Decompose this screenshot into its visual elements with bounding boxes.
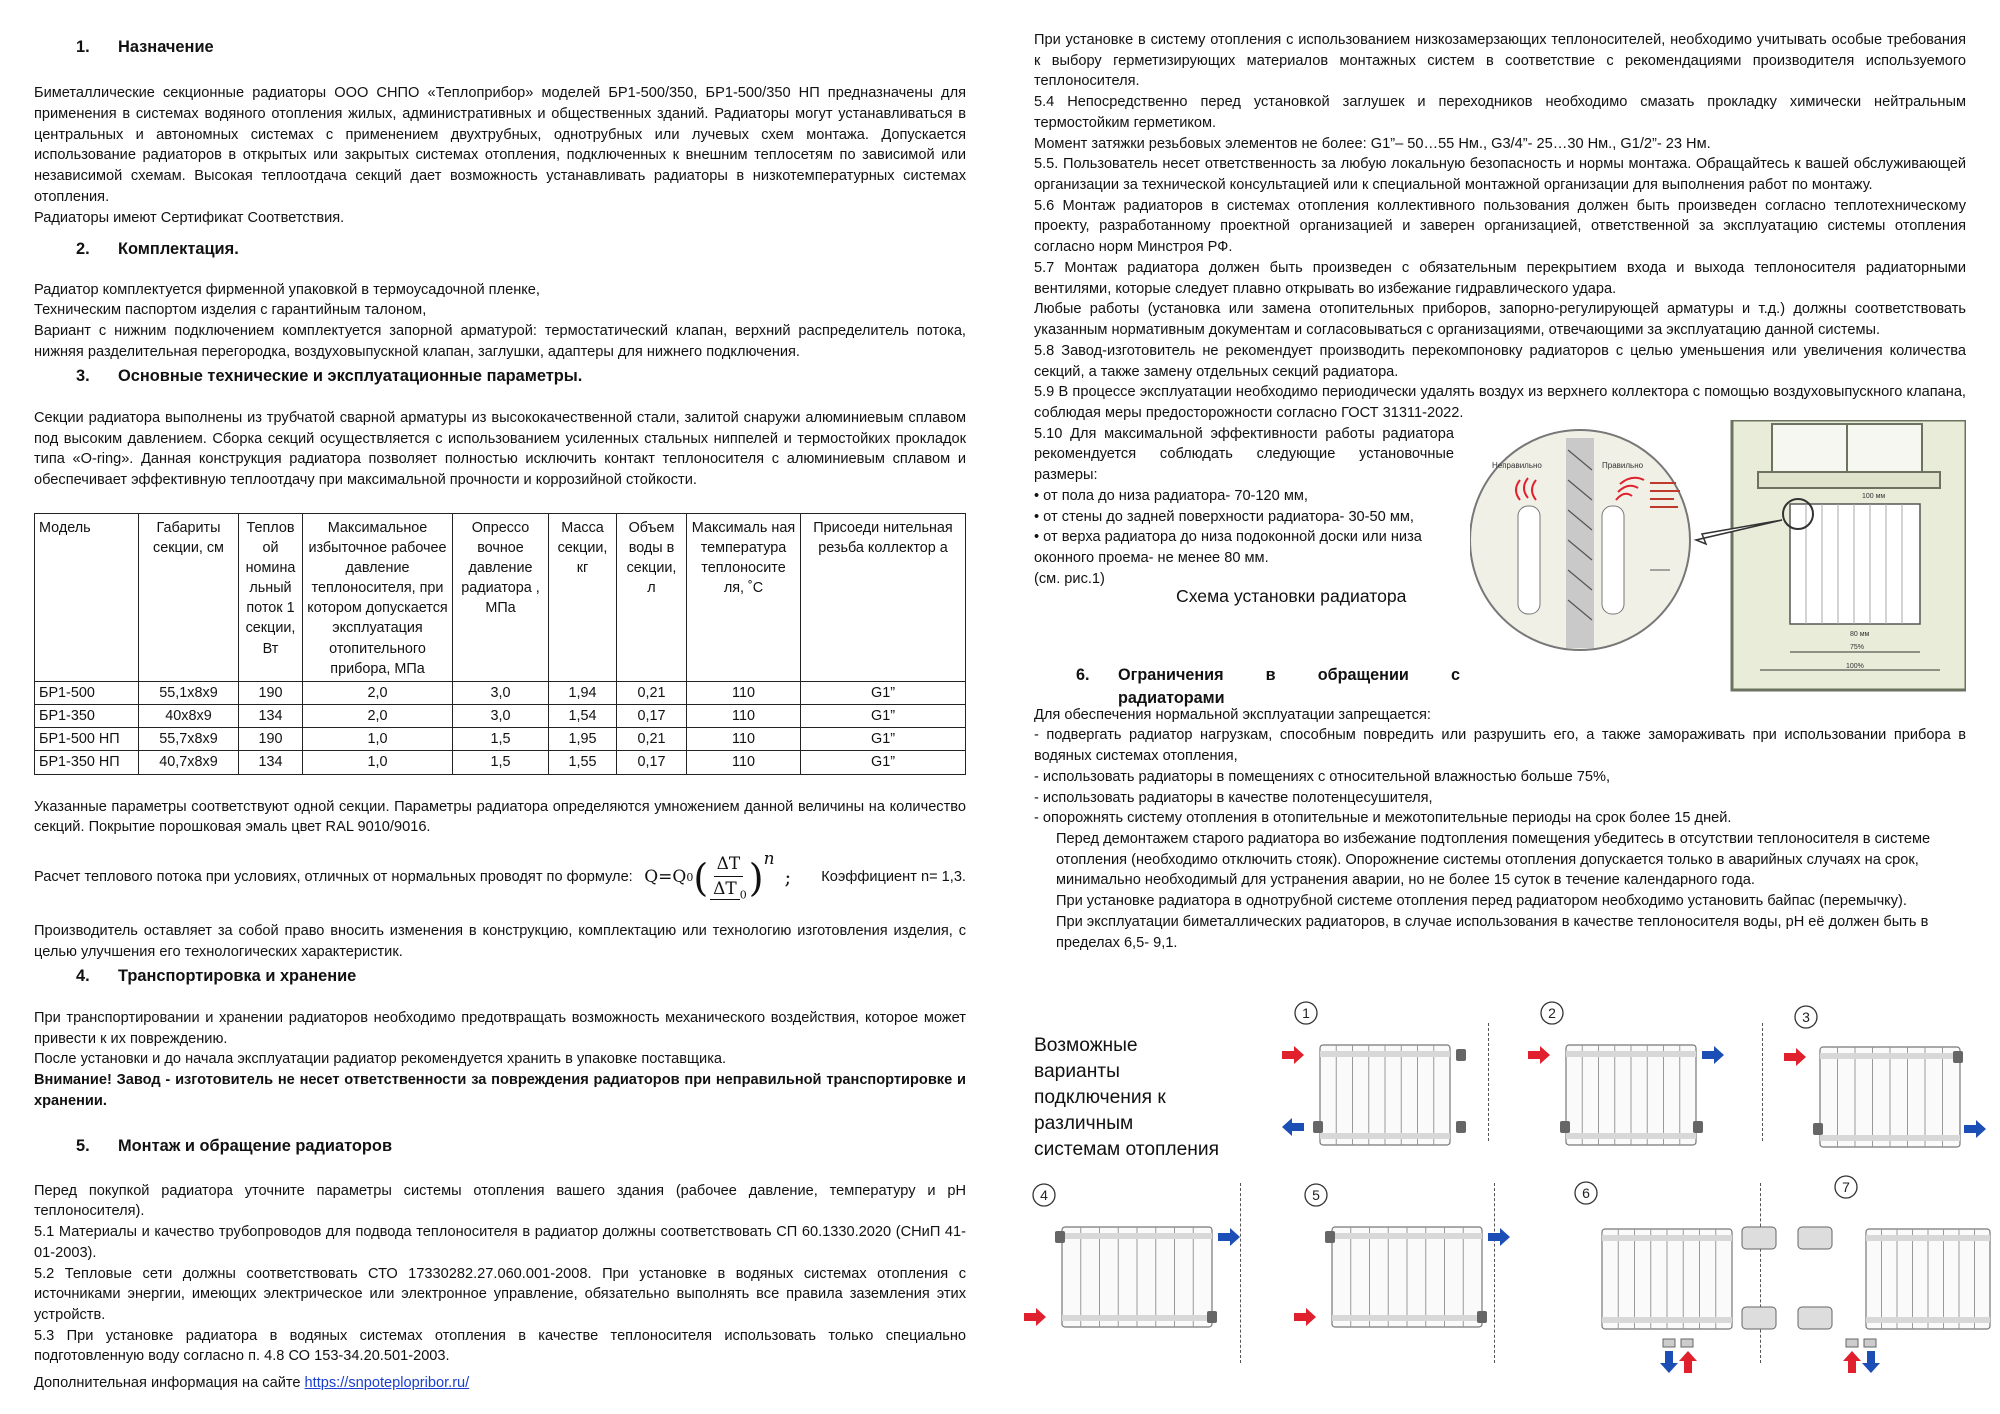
pipe-icon: [1681, 1339, 1693, 1347]
section-5-intro: Перед покупкой радиатора уточните параметры системы отопления вашего здания (рабочее давление, температуру и pH теплоносителя).: [34, 1182, 966, 1220]
col-header: Присоеди нительная резьба коллектор а: [801, 513, 966, 681]
table-cell: 134: [239, 751, 303, 774]
clause-5-3: 5.3 При установке радиатора в водяных системах отопления в качестве теплоносителя использовать только специально подготовленную воду согласно п. 4.8 СО 153-34.20.501-2003.: [34, 1327, 966, 1365]
pipe-icon: [1864, 1339, 1876, 1347]
cold-flow-arrow: [1282, 1118, 1304, 1136]
pipe-icon: [1846, 1339, 1858, 1347]
table-cell: 1,0: [303, 751, 453, 774]
installation-diagram: [1470, 420, 1966, 700]
table-cell: БР1-350 НП: [35, 751, 139, 774]
plug-icon: [1325, 1231, 1335, 1243]
clause-5-6: 5.6 Монтаж радиаторов в системах отопления коллективного пользования должен быть произведен согласно теплотехническому проекту, разработанному проектной организацией и заверен организацией, ответственной за эксплуатацию системы отопления согласно норм Минстроя РФ.: [1034, 197, 1966, 256]
radiator-collector: [1320, 1051, 1450, 1057]
certificate-note: Радиаторы имеют Сертификат Соответствия.: [34, 209, 345, 226]
plug-icon: [1693, 1121, 1703, 1133]
col-header: Габариты секции, см: [139, 513, 239, 681]
section-6-heading: 6. Ограничения в обращении с радиаторами: [1076, 665, 1460, 707]
table-cell: 1,94: [549, 681, 617, 704]
table-cell: 40х8х9: [139, 705, 239, 728]
plug-icon: [1560, 1121, 1570, 1133]
table-cell: 190: [239, 728, 303, 751]
site-link[interactable]: https://snpoteplopribor.ru/: [304, 1375, 470, 1392]
valve-icon: [1798, 1227, 1832, 1249]
windowsill: [1758, 472, 1940, 488]
radiator-collector: [1332, 1315, 1482, 1321]
section-3-text: Секции радиатора выполнены из трубчатой сварной арматуры из высококачественной стали, залитой снаружи алюминиевым сплавом под высоким давлением. Сборка секций осуществляется с использованием усиленных стальных ниппелей и термостойких прокладок типа «O-ring». Данная конструкция радиатора позволяет полностью исключить контакт теплоносителя с алюминиевым сплавом и обеспечивает эффективную теплоотдачу при максимальной прочности и коррозийной стойкости.: [34, 409, 966, 488]
radiator-right: [1602, 506, 1624, 614]
clause-5-7: 5.7 Монтаж радиатора должен быть произведен с обязательным перекрытием входа и выхода теплоносителя радиаторными вентилями, которые следует плавно открывать во избежание гидравлического удара.: [1034, 259, 1966, 297]
table-cell: 0,21: [617, 728, 687, 751]
table-cell: 0,17: [617, 751, 687, 774]
hot-flow-arrow: [1294, 1308, 1316, 1326]
restriction-item: - использовать радиаторы в помещениях с относительной влажностью больше 75%,: [1034, 768, 1611, 785]
right-label: Правильно: [1602, 460, 1644, 470]
valve-icon: [1798, 1307, 1832, 1329]
restriction-item: - использовать радиаторы в качестве полотенцесушителя,: [1034, 789, 1433, 806]
table-cell: 1,54: [549, 705, 617, 728]
table-cell: 40,7х8х9: [139, 751, 239, 774]
cold-flow-arrow: [1702, 1046, 1724, 1064]
variant-number: 5: [1312, 1187, 1320, 1203]
plug-icon: [1813, 1123, 1823, 1135]
radiator-collector: [1062, 1233, 1212, 1239]
radiator-collector: [1332, 1233, 1482, 1239]
left-column: [34, 36, 966, 1394]
formula-intro: Расчет теплового потока при условиях, отличных от нормальных проводят по формуле:: [34, 869, 633, 886]
restriction-item: - подвергать радиатор нагрузкам, способным повредить или разрушить его, а также замораживать при использовании прибора в водяных системах отопления,: [1034, 727, 1966, 765]
cold-flow-arrow: [1660, 1351, 1678, 1373]
specs-table: [34, 513, 966, 775]
variant-number: 2: [1548, 1005, 1556, 1021]
table-cell: 3,0: [453, 705, 549, 728]
col-header: Объем воды в секции, л: [617, 513, 687, 681]
variant-number: 4: [1040, 1187, 1048, 1203]
cold-flow-arrow: [1964, 1120, 1986, 1138]
radiator-collector: [1566, 1051, 1696, 1057]
variant-number: 1: [1302, 1005, 1310, 1021]
wall-section: [1566, 438, 1594, 648]
col-header: Теплов ой номина льный поток 1 секции, Вт: [239, 513, 303, 681]
plug-icon: [1953, 1051, 1963, 1063]
clause-5-9: 5.9 В процессе эксплуатации необходимо периодически удалять воздух из верхнего коллектора с помощью воздуховыпускного клапана, соблюдая меры предосторожности согласно ГОСТ 31311-2022.: [1034, 384, 1966, 421]
variant-number: 3: [1802, 1009, 1810, 1025]
table-cell: 110: [687, 705, 801, 728]
section-3-heading: 3. Основные технические и эксплуатационные параметры.: [76, 366, 583, 385]
plug-icon: [1456, 1049, 1466, 1061]
package-item: Радиатор комплектуется фирменной упаковкой в термоусадочной пленке,: [34, 281, 540, 298]
hot-flow-arrow: [1528, 1046, 1550, 1064]
col-header: Масса секции, кг: [549, 513, 617, 681]
table-cell: 110: [687, 728, 801, 751]
table-row: [35, 751, 966, 774]
clause-5-8: 5.8 Завод-изготовитель не рекомендует производить перекомпоновку радиаторов с целью уменьшения или увеличения количества секций, а также замену отдельных секций радиатора.: [1034, 342, 1966, 380]
specs-table-header: [35, 513, 966, 681]
table-cell: 2,0: [303, 681, 453, 704]
col-header: Максимальное избыточное рабочее давление теплоносителя, при котором допускается эксплуатация отопительного прибора, МПа: [303, 513, 453, 681]
table-cell: 1,0: [303, 728, 453, 751]
table-cell: 110: [687, 681, 801, 704]
hot-flow-arrow: [1024, 1308, 1046, 1326]
coefficient-note: Коэффициент n= 1,3.: [821, 869, 966, 886]
table-cell: 1,55: [549, 751, 617, 774]
radiator-collector: [1062, 1315, 1212, 1321]
variants-drawing: [1000, 995, 1996, 1410]
dim-label: 100 мм: [1862, 492, 1886, 500]
table-row: [35, 728, 966, 751]
radiator-collector: [1866, 1317, 1990, 1323]
variant-number: 7: [1842, 1179, 1850, 1195]
restrictions-intro: Для обеспечения нормальной эксплуатации запрещается:: [1034, 706, 1431, 723]
radiator-collector: [1320, 1133, 1450, 1139]
table-cell: 1,95: [549, 728, 617, 751]
transport-text: При транспортировании и хранении радиаторов необходимо предотвращать возможность механического воздействия, которое может привести к их повреждению.: [34, 1009, 966, 1047]
section-5-heading: 5. Монтаж и обращение радиаторов: [76, 1137, 393, 1156]
pipe-icon: [1663, 1339, 1675, 1347]
dim-label: 75%: [1850, 643, 1865, 651]
table-row: [35, 681, 966, 704]
table-cell: 110: [687, 751, 801, 774]
package-item: Вариант с нижним подключением комплектуется запорной арматурой: термостатический клапан, верхний распределитель потока, нижняя разделительная перегородка, воздуховыпускной клапан, заглушки, адаптеры для нижнего подключения.: [34, 323, 966, 360]
restriction-item: - опорожнять систему отопления в отопительные и межотопительные периоды на срок более 15 дней.: [1034, 810, 1732, 827]
section-1-heading: 1. Назначение: [76, 38, 214, 56]
antifreeze-note: При установке в систему отопления с использованием низкозамерзающих теплоносителей, необходимо учитывать особые требования к выбору герметизирующих материалов монтажных систем в соответствие с рекомендациями производителя используемого теплоносителя.: [1034, 32, 1966, 90]
table-cell: 55,7х8х9: [139, 728, 239, 751]
table-cell: 0,17: [617, 705, 687, 728]
clause-5-10: 5.10 Для максимальной эффективности работы радиатора рекомендуется соблюдать следующие установочные размеры:: [1034, 425, 1454, 484]
radiator-collector: [1602, 1235, 1732, 1241]
table-cell: 134: [239, 705, 303, 728]
plug-icon: [1055, 1231, 1065, 1243]
valve-icon: [1742, 1307, 1776, 1329]
table-cell: G1”: [801, 751, 966, 774]
plug-icon: [1456, 1121, 1466, 1133]
parameters-note: Указанные параметры соответствуют одной секции. Параметры радиатора определяются умножением данной величины на количество секций. Покрытие порошковая эмаль цвет RAL 9010/9016.: [34, 798, 966, 836]
site-info: Дополнительная информация на сайте https://snpoteplopribor.ru/: [34, 1375, 470, 1392]
dim-label: 100%: [1846, 662, 1864, 670]
storage-text: После установки и до начала эксплуатации радиатор рекомендуется хранить в упаковке поставщика.: [34, 1051, 727, 1068]
table-cell: 3,0: [453, 681, 549, 704]
table-cell: G1”: [801, 728, 966, 751]
torque-note: Момент затяжки резьбовых элементов не более: G1”– 50…55 Нм., G3/4”- 25…30 Нм., G1/2”- 23 Нм.: [1034, 135, 1711, 152]
right-column: [1034, 30, 1966, 953]
cold-flow-arrow: [1488, 1228, 1510, 1246]
bypass-note: При установке радиатора в однотрубной системе отопления перед радиатором необходимо установить байпас (перемычку). При эксплуатации биметаллических радиаторов, в случае использования в качестве теплоносителя воды, pH её должен быть в пределах 6,5- 9,1.: [1056, 893, 1929, 951]
variant-number: 6: [1582, 1185, 1590, 1201]
section-2-heading: 2. Комплектация.: [76, 240, 239, 259]
table-cell: 1,5: [453, 751, 549, 774]
plug-icon: [1477, 1311, 1487, 1323]
dismantle-note: Перед демонтажем старого радиатора во избежание подтопления помещения убедитесь в отсутствии теплоносителя в системе отопления (необходимо отключить стояк). Опорожнение системы отопления допускается только в аварийных случаях на срок, минимально необходимый для устранения аварии, но не более 15 суток в течение календарного года.: [1056, 830, 1931, 889]
figure-reference: (см. рис.1): [1034, 570, 1105, 587]
radiator-collector: [1566, 1133, 1696, 1139]
table-cell: БР1-500 НП: [35, 728, 139, 751]
radiator-collector: [1866, 1235, 1990, 1241]
section-1-text: Биметаллические секционные радиаторы ООО СНПО «Теплоприбор» моделей БР1-500/350, БР1-500/350 НП предназначены для применения в системах водяного отопления жилых, административных и общественных зданий. Радиаторы могут устанавливаться в центральных и автономных системах с применением двухтрубных, однотрубных или лучевых схем монтажа. Допускается использование радиаторов в открытых или закрытых системах отопления, подключенных к внешним теплосетям по зависимой или независимой схемам. Высокая теплоотдача секций дает возможность устанавливать радиаторы в низкотемпературных системах отопления.: [34, 85, 966, 205]
table-cell: G1”: [801, 681, 966, 704]
variants-label: Возможные варианты подключения к различным системам отопления: [1034, 1035, 1219, 1161]
table-cell: 2,0: [303, 705, 453, 728]
clause-5-1: 5.1 Материалы и качество трубопроводов для подвода теплоносителя в радиатор должны соответствовать СП 60.1330.2020 (СНиП 41-01-2003).: [34, 1224, 966, 1261]
package-item: Техническим паспортом изделия с гарантийным талоном,: [34, 302, 427, 319]
table-cell: БР1-350: [35, 705, 139, 728]
clause-5-7-works: Любые работы (установка или замена отопительных приборов, запорно-регулирующей арматуры и т.д.) должны соответствовать указанным нормативным документам и согласовываться с организациями, отвечающими за эксплуатацию данной системы.: [1034, 301, 1966, 339]
col-header: Опрессо вочное давление радиатора , МПа: [453, 513, 549, 681]
plug-icon: [1313, 1121, 1323, 1133]
connection-variants: [1000, 995, 1996, 1410]
dimension-item: • от верха радиатора до низа подоконной доски или низа оконного проема- не менее 80 мм.: [1034, 529, 1422, 566]
dimension-item: • от стены до задней поверхности радиатора- 30-50 мм,: [1034, 508, 1414, 525]
warning-text: Внимание! Завод - изготовитель не несет ответственности за повреждения радиаторов при неправильной транспортировке и хранении.: [34, 1072, 966, 1109]
section-4-heading: 4. Транспортировка и хранение: [76, 966, 357, 985]
table-cell: 55,1х8х9: [139, 681, 239, 704]
manufacturer-note: Производитель оставляет за собой право вносить изменения в конструкцию, комплектацию или технологию изготовления изделия, с целью улучшения его технологических характеристик.: [34, 923, 966, 960]
table-row: [35, 705, 966, 728]
dimension-item: • от пола до низа радиатора- 70-120 мм,: [1034, 487, 1308, 504]
clause-5-4: 5.4 Непосредственно перед установкой заглушек и переходников необходимо смазать прокладку химически нейтральным термостойким герметиком.: [1034, 94, 1966, 131]
radiator-collector: [1820, 1053, 1960, 1059]
figure-caption: Схема установки радиатора: [1176, 585, 1407, 606]
installation-block: [1034, 424, 1966, 707]
cold-flow-arrow: [1862, 1351, 1880, 1373]
valve-icon: [1742, 1227, 1776, 1249]
wrong-label: Неправильно: [1492, 460, 1542, 470]
formula-row: [34, 849, 966, 903]
radiator-wrong: [1518, 506, 1540, 614]
table-cell: БР1-500: [35, 681, 139, 704]
col-header: Модель: [35, 513, 139, 681]
table-cell: G1”: [801, 705, 966, 728]
heat-flux-formula: Q=Q 0 ( $\frac{\Delta T}{\Delta T _0}$ ) $^n$ ;: [644, 849, 792, 902]
hot-flow-arrow: [1282, 1046, 1304, 1064]
col-header: Максималь ная температура теплоносите ля, ˚С: [687, 513, 801, 681]
dim-label: 80 мм: [1850, 630, 1870, 638]
hot-flow-arrow: [1679, 1351, 1697, 1373]
installation-text: [1034, 424, 1454, 590]
cold-flow-arrow: [1218, 1228, 1240, 1246]
hot-flow-arrow: [1784, 1048, 1806, 1066]
table-cell: 190: [239, 681, 303, 704]
hot-flow-arrow: [1843, 1351, 1861, 1373]
clause-5-2: 5.2 Тепловые сети должны соответствовать СТО 17330282.27.060.001-2008. При установке в водяных системах отопления с источниками энергии, имеющих электрическое или электронное управление, обязательно выполнять все правила заземления этих устройств.: [34, 1265, 966, 1324]
radiator-collector: [1602, 1317, 1732, 1323]
table-cell: 0,21: [617, 681, 687, 704]
table-cell: 1,5: [453, 728, 549, 751]
clause-5-5: 5.5. Пользователь несет ответственность за любую локальную безопасность и нормы монтажа. Обращайтесь к вашей обслуживающей организации за технической консультацией или к специальной монтажной организации для выполнения работ по монтажу.: [1034, 156, 1966, 194]
radiator-collector: [1820, 1135, 1960, 1141]
plug-icon: [1207, 1311, 1217, 1323]
